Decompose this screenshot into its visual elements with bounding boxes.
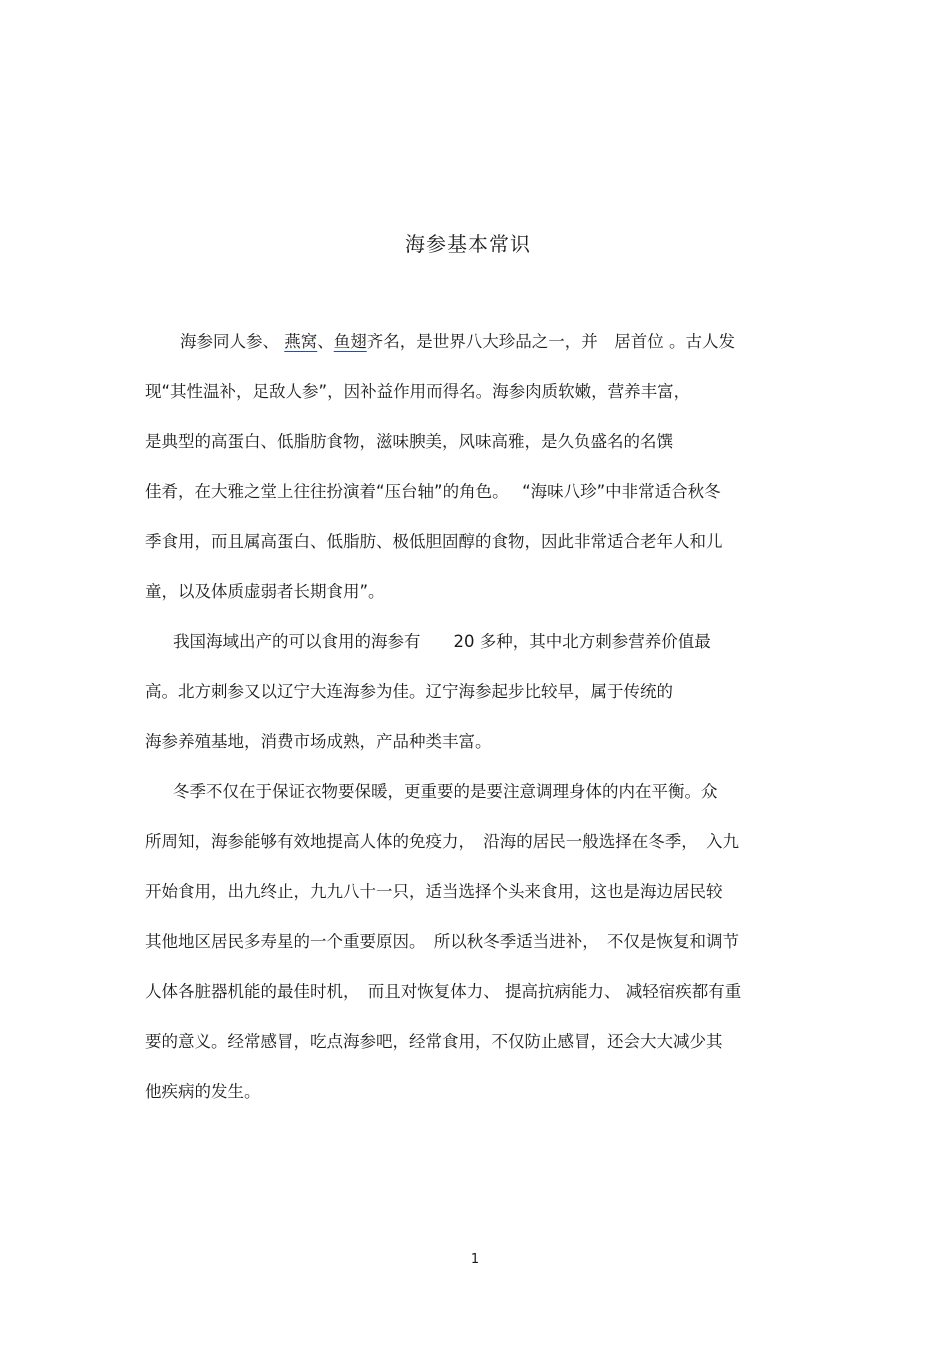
- paragraph-3-line: [145, 780, 718, 804]
- paragraph-1-line: [145, 380, 690, 404]
- text-run: 所周知，海参能够有效地提高人体的免疫力， 沿海的居民一般选择在冬季， 入九: [145, 832, 739, 851]
- paragraph-1-line: [145, 530, 723, 554]
- paragraph-1-line: [145, 430, 673, 454]
- underlined-term: 鱼翅: [333, 332, 367, 351]
- paragraph-3-line: [145, 830, 739, 854]
- text-run: 佳肴，在大雅之堂上往往扮演着“压台轴”的角色。 “海味八珍”中非常适合秋冬: [145, 482, 721, 501]
- text-run: 他疾病的发生。: [145, 1082, 261, 1101]
- paragraph-3-line: [145, 1080, 261, 1104]
- text-run: 冬季不仅在于保证衣物要保暖，更重要的是要注意调理身体的内在平衡。众: [173, 782, 718, 801]
- paragraph-3-line: [145, 930, 739, 954]
- text-run: 是典型的高蛋白、低脂肪食物，滋味腴美，风味高雅，是久负盛名的名馔: [145, 432, 673, 451]
- text-run: 其他地区居民多寿星的一个重要原因。 所以秋冬季适当进补， 不仅是恢复和调节: [145, 932, 739, 951]
- text-run: 海参养殖基地，消费市场成熟，产品种类丰富。: [145, 732, 492, 751]
- paragraph-3-line: [145, 880, 723, 904]
- text-run: 开始食用，出九终止，九九八十一只，适当选择个头来食用，这也是海边居民较: [145, 882, 723, 901]
- text-run: 高。北方刺参又以辽宁大连海参为佳。辽宁海参起步比较早，属于传统的: [145, 682, 673, 701]
- text-run: 齐名，是世界八大珍品之一，并 居首位 。古人发: [366, 332, 735, 351]
- text-run: 海参同人参、: [180, 332, 285, 351]
- paragraph-1-line: [145, 330, 735, 354]
- underlined-term: 燕窝: [284, 332, 318, 351]
- page-title: 海参基本常识: [405, 232, 531, 256]
- text-run: 人体各脏器机能的最佳时机， 而且对恢复体力、 提高抗病能力、 减轻宿疾都有重: [145, 982, 742, 1001]
- paragraph-2-line: [145, 680, 673, 704]
- paragraph-3-line: [145, 980, 741, 1004]
- page-number: 1: [470, 1252, 480, 1267]
- text-run: 、: [317, 332, 334, 351]
- paragraph-2-line: [145, 630, 711, 654]
- paragraph-1-line: [145, 580, 385, 604]
- text-run: 要的意义。经常感冒，吃点海参吧，经常食用，不仅防止感冒，还会大大减少其: [145, 1032, 723, 1051]
- paragraph-3-line: [145, 1030, 723, 1054]
- text-run: 现“其性温补，足敌人参”，因补益作用而得名。海参肉质软嫩，营养丰富，: [145, 382, 691, 401]
- text-run: 季食用，而且属高蛋白、低脂肪、极低胆固醇的食物，因此非常适合老年人和儿: [145, 532, 723, 551]
- paragraph-2-line: [145, 730, 492, 754]
- text-run: 我国海域出产的可以食用的海参有 20 多种，其中北方刺参营养价值最: [173, 632, 711, 651]
- text-run: 童，以及体质虚弱者长期食用”。: [145, 582, 385, 601]
- paragraph-1-line: [145, 480, 721, 504]
